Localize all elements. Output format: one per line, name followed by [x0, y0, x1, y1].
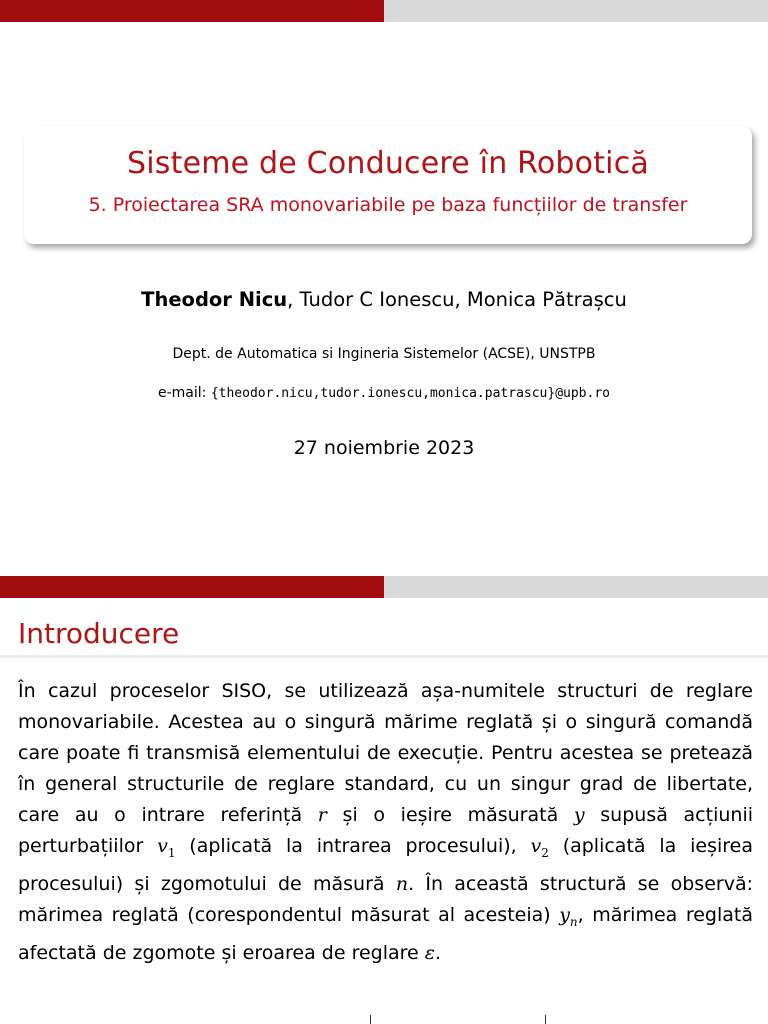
symbol-n: n: [395, 872, 409, 895]
progress-bar-empty: [384, 0, 768, 22]
diagram-edge-mark: [545, 1015, 546, 1024]
text-segment: , mărimea reglată afectată de zgomote și eroarea de reglare: [18, 903, 753, 964]
department: Dept. de Automatica si Ingineria Sistemelor (ACSE), UNSTPB: [172, 346, 596, 362]
second-slide-progress-bar: [0, 576, 768, 598]
symbol-yn: $y_n$: [559, 903, 578, 929]
email-line: [0, 385, 768, 401]
progress-bar-empty: [384, 576, 768, 598]
text-segment: și o ieșire măsurată: [326, 804, 574, 826]
email-address: {theodor.nicu,tudor.ionescu,monica.patrascu}@upb.ro: [210, 386, 610, 401]
frame-title: Introducere: [18, 617, 180, 650]
presenting-author: Theodor Nicu: [141, 288, 288, 311]
text-segment: . În această structură se observă: mărimea reglată (corespondentul măsurat al acesteia): [18, 872, 753, 926]
symbol-v1: $v_1$: [157, 835, 176, 860]
symbol-y: y: [573, 804, 585, 826]
title-divider: [0, 655, 768, 658]
top-progress-bar: [0, 0, 768, 22]
text-segment: supusă acțiunii perturbațiilor: [18, 804, 753, 857]
text-segment: .: [434, 941, 442, 964]
title-box: [24, 126, 752, 244]
text-segment: (aplicată la ieșirea procesului) și zgomotului de măsură: [18, 835, 753, 895]
co-authors: , Tudor C Ionescu, Monica Pătrașcu: [287, 288, 627, 311]
symbol-epsilon: ε: [424, 941, 435, 964]
text-segment: (aplicată la intrarea procesului),: [175, 835, 531, 857]
authors-line: [0, 288, 768, 311]
intro-paragraph: [18, 676, 753, 969]
presentation-date: 27 noiembrie 2023: [293, 437, 475, 459]
symbol-r: r: [317, 804, 327, 826]
diagram-edge-mark: [370, 1015, 371, 1024]
presentation-subtitle: 5. Proiectarea SRA monovariabile pe baza funcțiilor de transfer: [88, 194, 688, 216]
progress-bar-filled: [0, 0, 384, 22]
presentation-title: Sisteme de Conducere în Robotică: [127, 146, 649, 181]
symbol-v2: $v_2$: [530, 835, 549, 860]
email-label: e-mail:: [158, 385, 211, 401]
text-segment: În cazul proceselor SISO, se utilizează așa-numitele structuri de reglare monovariabile. Acestea au o singură mărime reglată și o singură comandă care poate fi transmisă elementului de execuție. Pentru acestea se pretează în general structurile de reglare standard, cu un singur grad de libertate, care au o intrare referință: [18, 680, 753, 826]
progress-bar-filled: [0, 576, 384, 598]
